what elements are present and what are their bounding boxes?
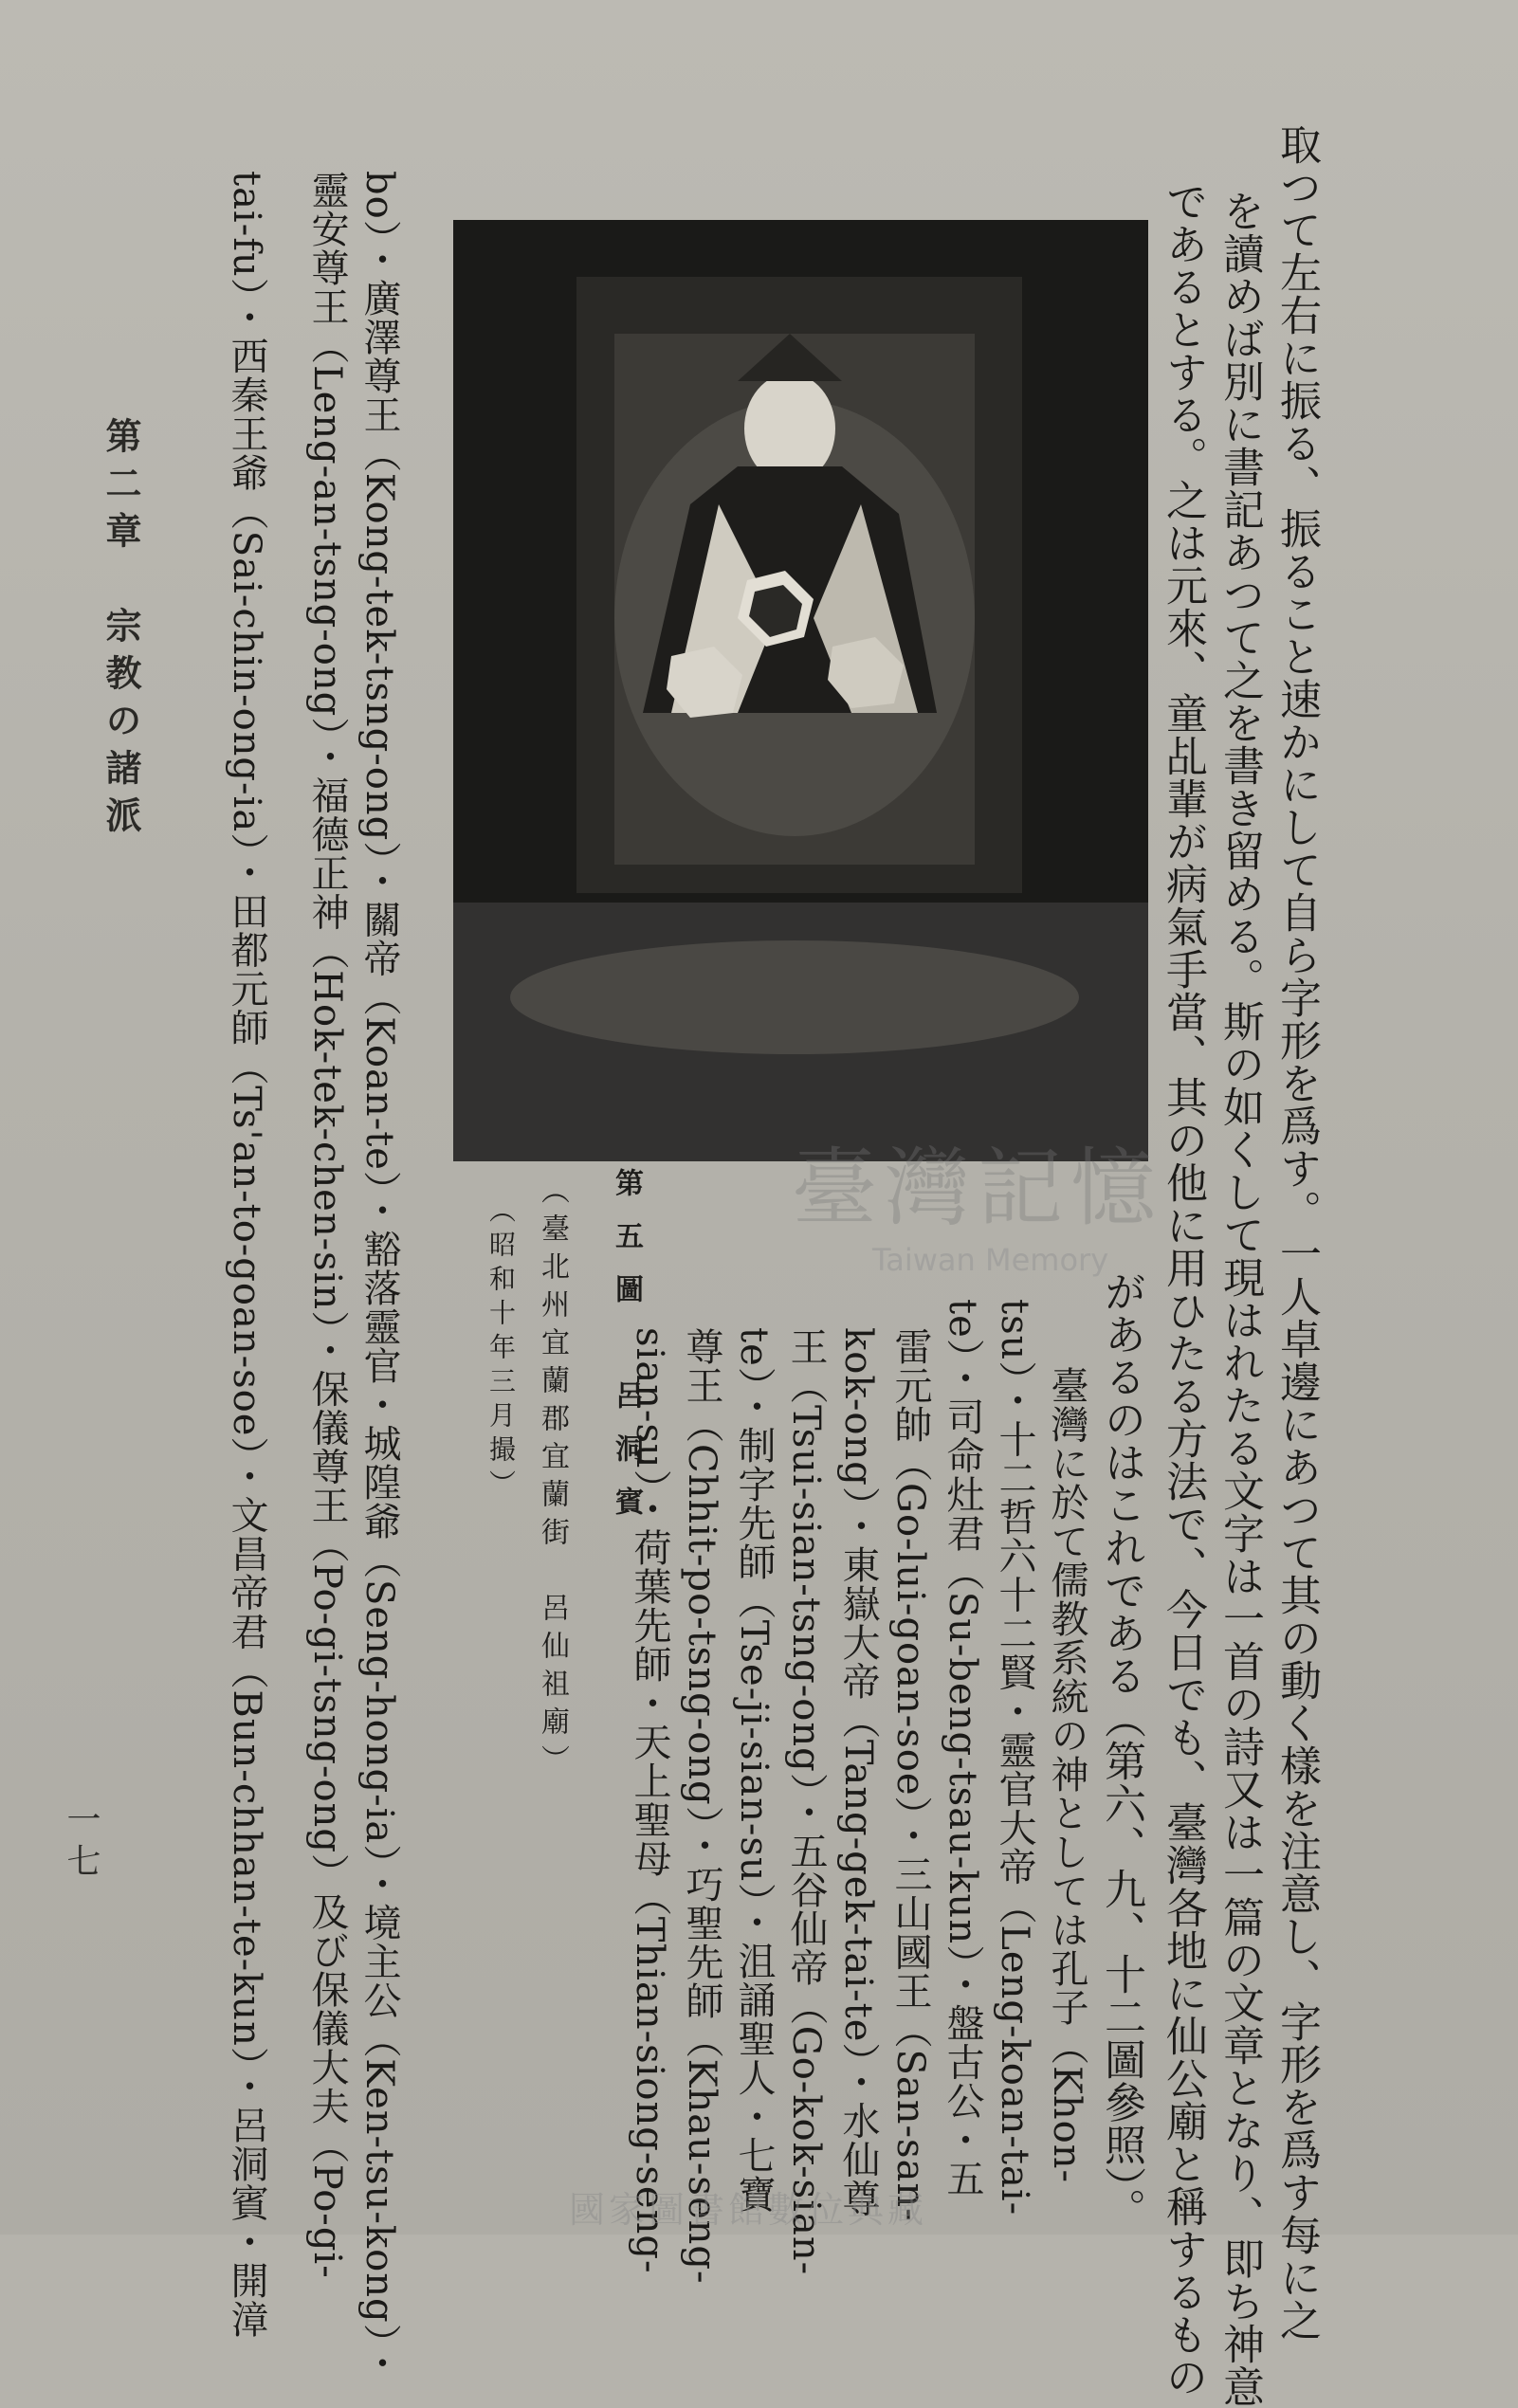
figure-title: 第五圖 呂洞賓: [610, 1168, 643, 1540]
text-column-15: 靈安尊王（Leng-an-tsng-ong）・福德正神（Hok-tek-chen-sin）・保儀尊王（Po-gi-tsng-ong）及び保儀大夫（Po-gi-: [305, 171, 349, 2279]
text-column-7: te）・司命灶君（Su-beng-tsau-kun）・盤古公・五: [941, 1299, 984, 2198]
footer-watermark: 國家圖書館數位典藏: [569, 2189, 928, 2231]
page-number: 一七: [62, 1801, 101, 1885]
figure-location: （臺北州宜蘭郡宜蘭街 呂仙祖廟）: [536, 1176, 569, 1782]
text-column-6: tsu）・十二哲六十二賢・靈官大帝（Leng-koan-tai-: [993, 1299, 1036, 2216]
text-column-9: kok-ong）・東嶽大帝（Tang-gek-tai-te）・水仙尊: [836, 1327, 880, 2218]
text-column-10: 王（Tsui-sian-tsng-ong）・五谷仙帝（Go-kok-sian-: [784, 1327, 828, 2276]
text-column-13: sian-su）・荷葉先師・天上聖母（Thian-siong-seng-: [628, 1327, 671, 2274]
text-column-8: 雷元帥（Go-lui-goan-soe）・三山國王（San-san-: [888, 1327, 932, 2222]
text-column-4: があるのはこれである（第六、九、十二圖參照）。: [1097, 1270, 1145, 2231]
text-column-14: bo）・廣澤尊王（Kong-tek-tsng-ong）・關帝（Koan-te）・豁落靈官・城隍爺（Seng-hong-ia）・境主公（Ken-tsu-kong）・: [357, 171, 401, 2382]
watermark-main: 臺灣記憶: [792, 1139, 1163, 1238]
running-head: 第二章 宗教の諸派: [100, 417, 142, 844]
text-column-3: であるとする。之は元來、童乩輩が病氣手當、其の他に用ひたる方法で、今日でも、臺灣各地に仙公廟と稱するもの: [1159, 180, 1207, 2399]
figure-date: （昭和十年三月撮）: [485, 1196, 517, 1504]
watermark-sub: Taiwan Memory: [872, 1242, 1109, 1278]
text-column-2: を讀めば別に書記あつて之を書き留める。斯の如くして現はれたる文字は一首の詩又は一篇の文章となり、即ち神意: [1216, 190, 1264, 2408]
text-column-5: 臺灣に於て儒教系統の神としては孔子（Khon-: [1045, 1327, 1088, 2184]
text-column-12: 尊王（Chhit-po-tsng-ong）・巧聖先師（Khau-seng-: [680, 1327, 723, 2285]
deity-statue-image: [453, 220, 1148, 1161]
text-column-11: te）・制字先師（Tse-ji-sian-su）・沮誦聖人・七寶: [732, 1327, 776, 2214]
text-column-1: 取つて左右に振る、振ること速かにして自ら字形を爲す。一人卓邊にあつて其の動く樣を注意し、字形を爲す每に之: [1272, 123, 1321, 2342]
text-column-16: tai-fu）・西秦王爺（Sai-chin-ong-ia）・田都元師（Ts'an-to-goan-soe）・文昌帝君（Bun-chhan-te-kun）・呂洞賓・開漳: [225, 171, 268, 2339]
figure-photo: [453, 220, 1148, 1161]
